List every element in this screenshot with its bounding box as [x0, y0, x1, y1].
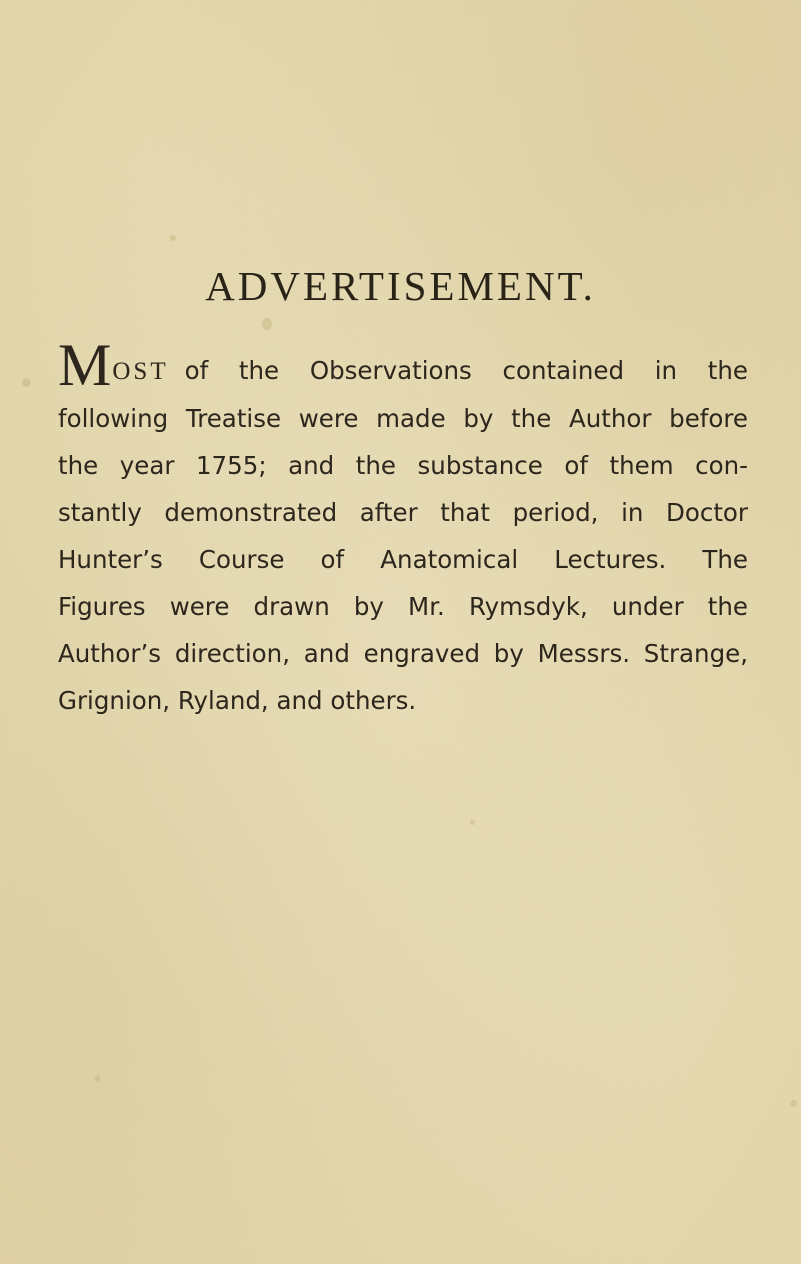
foxing-spot — [170, 235, 176, 241]
first-word-small-caps: OST — [112, 358, 169, 385]
foxing-spot — [95, 1075, 100, 1082]
page-title: ADVERTISEMENT. — [205, 263, 596, 309]
advertisement-paragraph — [58, 332, 748, 724]
foxing-spot — [790, 1100, 797, 1107]
paragraph-line-1 — [58, 332, 748, 398]
foxing-spot — [22, 378, 31, 387]
foxing-spot — [262, 318, 272, 330]
paragraph-line-2: following Treatise were made by the Author before — [58, 404, 748, 433]
paragraph-line-3: the year 1755; and the substance of them con- — [58, 451, 748, 480]
paragraph-line-6: Figures were drawn by Mr. Rymsdyk, under the — [58, 592, 748, 621]
paragraph-line-text: of the Observations contained in the — [184, 356, 748, 385]
paragraph-line-5: Hunter’s Course of Anatomical Lectures. The — [58, 545, 748, 574]
paragraph-line-4: stantly demonstrated after that period, in Doctor — [58, 498, 748, 527]
paragraph-line-8: Grignion, Ryland, and others. — [58, 686, 417, 715]
paragraph-line-7: Author’s direction, and engraved by Messrs. Strange, — [58, 639, 748, 668]
drop-cap: M — [58, 332, 112, 398]
foxing-spot — [470, 820, 475, 825]
